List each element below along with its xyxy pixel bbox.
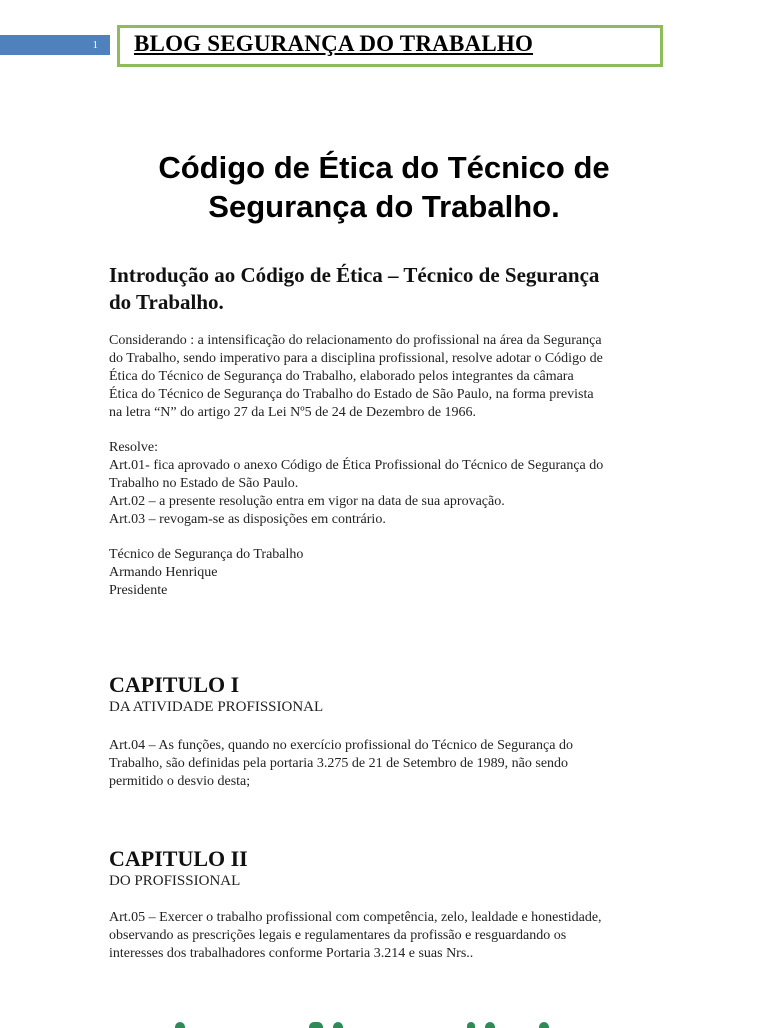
document-title <box>100 148 668 226</box>
chapter-2-heading: CAPITULO II <box>109 846 248 871</box>
chapter-2-subtitle: DO PROFISSIONAL <box>109 873 241 889</box>
cut-glyph <box>467 1022 475 1028</box>
blog-header-box <box>117 25 663 67</box>
paragraph-line: Art.04 – As funções, quando no exercício profissional do Técnico de Segurança do <box>109 738 573 753</box>
blog-title: BLOG SEGURANÇA DO TRABALHO <box>134 31 534 56</box>
intro-heading <box>109 262 669 316</box>
signature-line: Técnico de Segurança do Trabalho <box>109 547 304 562</box>
paragraph-line: Resolve: <box>109 440 158 455</box>
paragraph-line: Ética do Técnico de Segurança do Trabalho do Estado de São Paulo, na forma prevista <box>109 387 594 402</box>
chapter-2-paragraph <box>109 909 658 963</box>
paragraph-line: Trabalho no Estado de São Paulo. <box>109 476 299 491</box>
paragraph-line: Ética do Técnico de Segurança do Trabalho, elaborado pelos integrantes da câmara <box>109 369 574 384</box>
paragraph-line: observando as prescrições legais e regulamentares da profissão e resguardando os <box>109 928 567 943</box>
paragraph-line: Art.03 – revogam-se as disposições em contrário. <box>109 512 386 527</box>
title-line-2: Segurança do Trabalho. <box>208 189 560 224</box>
paragraph-line: do Trabalho, sendo imperativo para a disciplina profissional, resolve adotar o Código de <box>109 351 603 366</box>
chapter-1-paragraph <box>109 737 658 791</box>
paragraph-line: Art.01- fica aprovado o anexo Código de Ética Profissional do Técnico de Segurança do <box>109 458 604 473</box>
intro-heading-line-1: Introdução ao Código de Ética – Técnico de Segurança <box>109 263 600 287</box>
intro-heading-line-2: do Trabalho. <box>109 290 224 314</box>
page-number-tab <box>0 35 110 55</box>
page-number: 1 <box>92 39 98 51</box>
paragraph-line: na letra “N” do artigo 27 da Lei Nº5 de 24 de Dezembro de 1966. <box>109 405 477 420</box>
signature-block <box>109 546 658 600</box>
paragraph-line: Considerando : a intensificação do relacionamento do profissional na área da Segurança <box>109 333 602 348</box>
cut-glyph <box>485 1022 495 1028</box>
footer-link-cut-off <box>175 1014 595 1028</box>
signature-line: Presidente <box>109 583 168 598</box>
paragraph-line: interesses dos trabalhadores conforme Portaria 3.214 e suas Nrs.. <box>109 946 474 961</box>
cut-glyph <box>333 1022 343 1028</box>
cut-glyph <box>539 1022 549 1028</box>
signature-line: Armando Henrique <box>109 565 218 580</box>
title-line-1: Código de Ética do Técnico de <box>158 150 610 185</box>
considerando-paragraph <box>109 332 658 422</box>
paragraph-line: permitido o desvio desta; <box>109 774 251 789</box>
paragraph-line: Art.02 – a presente resolução entra em vigor na data de sua aprovação. <box>109 494 505 509</box>
chapter-1-heading: CAPITULO I <box>109 672 240 697</box>
cut-glyph <box>175 1022 185 1028</box>
paragraph-line: Trabalho, são definidas pela portaria 3.275 de 21 de Setembro de 1989, não sendo <box>109 756 569 771</box>
cut-glyph <box>309 1022 323 1028</box>
resolve-paragraph <box>109 439 658 529</box>
chapter-1-subtitle: DA ATIVIDADE PROFISSIONAL <box>109 699 324 715</box>
paragraph-line: Art.05 – Exercer o trabalho profissional com competência, zelo, lealdade e honestidade, <box>109 910 602 925</box>
